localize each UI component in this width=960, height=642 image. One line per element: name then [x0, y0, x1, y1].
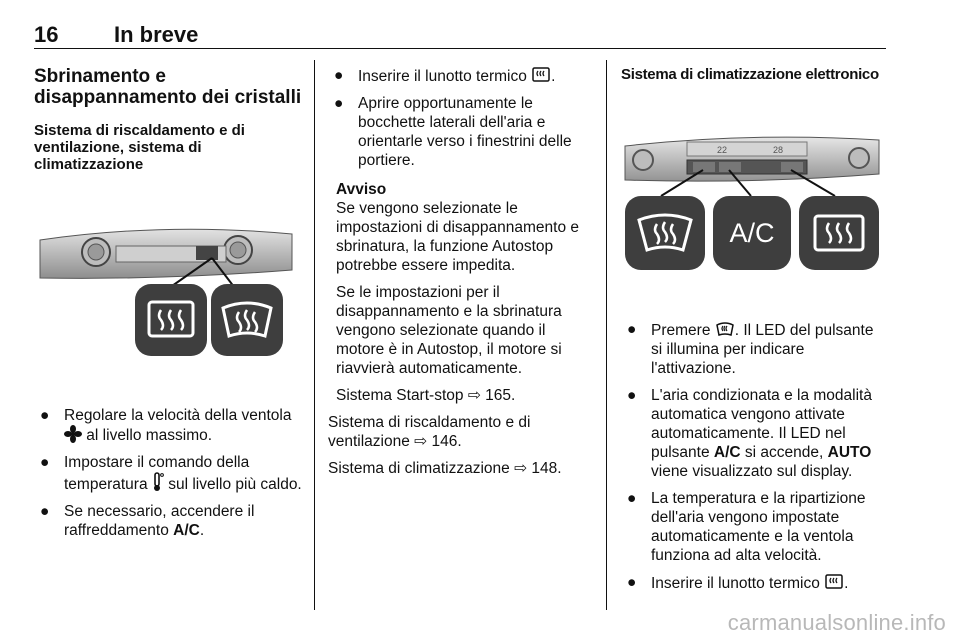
- rear-defrost-icon: [531, 66, 551, 84]
- windshield-defrost-button-icon: [625, 196, 705, 270]
- notice-reference: Sistema Start-stop ⇨ 165.: [336, 387, 516, 404]
- list-item: ● Regolare la velocità della ventola al livello massimo.: [40, 407, 292, 444]
- notice-paragraph: Se le impostazioni per il disappannamento e la sbrinatura vengono selezionate quando il motore è in Autostop, il motore si riavvierà automaticamente.: [336, 284, 562, 377]
- windshield-defrost-button-icon: [211, 284, 283, 356]
- display-right-temp: 28: [773, 145, 784, 155]
- reference-link[interactable]: Sistema di riscaldamento e di ventilazione ⇨ 146.: [328, 414, 531, 450]
- column-2: [328, 66, 594, 486]
- arrow-icon: ⇨: [414, 433, 428, 450]
- heater-panel-illustration: [34, 222, 296, 362]
- column-1: [34, 66, 302, 173]
- list-item: ● Se necessario, accendere il raffreddamento A/C.: [40, 503, 255, 539]
- rear-defrost-icon: [824, 573, 844, 591]
- column-1-bullets: [34, 406, 302, 548]
- section-subtitle: Sistema di climatizzazione elettronico: [621, 66, 879, 83]
- arrow-icon: ⇨: [467, 387, 481, 404]
- column-divider: [606, 60, 607, 610]
- list-item: ● La temperatura e la ripartizione dell'aria vengono impostate automaticamente e la ventola funziona ad alta velocità.: [627, 490, 866, 564]
- column-3: [621, 66, 887, 83]
- ac-button-label: A/C: [729, 218, 775, 248]
- fan-icon: [64, 425, 82, 443]
- list-item: ● L'aria condizionata e la modalità automatica vengono attivate automaticamente. Il LED nel pulsante A/C si accende, AUTO viene visualizzato sul display.: [627, 387, 872, 480]
- column-3-bullets: [621, 320, 887, 601]
- rear-defrost-button-icon: [135, 284, 207, 356]
- list-item: ● Inserire il lunotto termico .: [334, 67, 556, 85]
- notice-title: Avviso: [336, 181, 387, 198]
- page-header: [34, 20, 886, 49]
- section-title: In breve: [114, 22, 199, 47]
- ac-button-icon: [713, 196, 791, 270]
- windshield-defrost-icon: [715, 320, 735, 338]
- list-item: ● Inserire il lunotto termico .: [627, 574, 849, 592]
- list-item: ● Premere . Il LED del pulsante si illumina per indicare l'attivazione.: [627, 321, 874, 377]
- page-number: 16: [34, 22, 59, 47]
- rear-defrost-button-icon: [799, 196, 879, 270]
- display-left-temp: 22: [717, 145, 728, 155]
- list-item: ● Impostare il comando della temperatura sul livello più caldo.: [40, 454, 302, 493]
- temperature-icon: [152, 472, 164, 492]
- reference-link[interactable]: Sistema di climatizzazione ⇨ 148.: [328, 460, 562, 477]
- list-item: ● Aprire opportunamente le bocchette laterali dell'aria e orientarle verso i finestrini delle portiere.: [334, 95, 572, 169]
- arrow-icon: ⇨: [514, 460, 528, 477]
- notice-paragraph: Se vengono selezionate le impostazioni di disappannamento e sbrinatura, la funzione Autostop potrebbe essere impedita.: [336, 200, 579, 274]
- climate-panel-illustration: [621, 130, 883, 276]
- section-subtitle: Sistema di riscaldamento e di ventilazione, sistema di climatizzazione: [34, 122, 245, 173]
- watermark: carmanualsonline.info: [727, 610, 946, 635]
- page-title: Sbrinamento e disappannamento dei cristalli: [34, 66, 302, 108]
- column-divider: [314, 60, 315, 610]
- notice-box: [328, 180, 594, 405]
